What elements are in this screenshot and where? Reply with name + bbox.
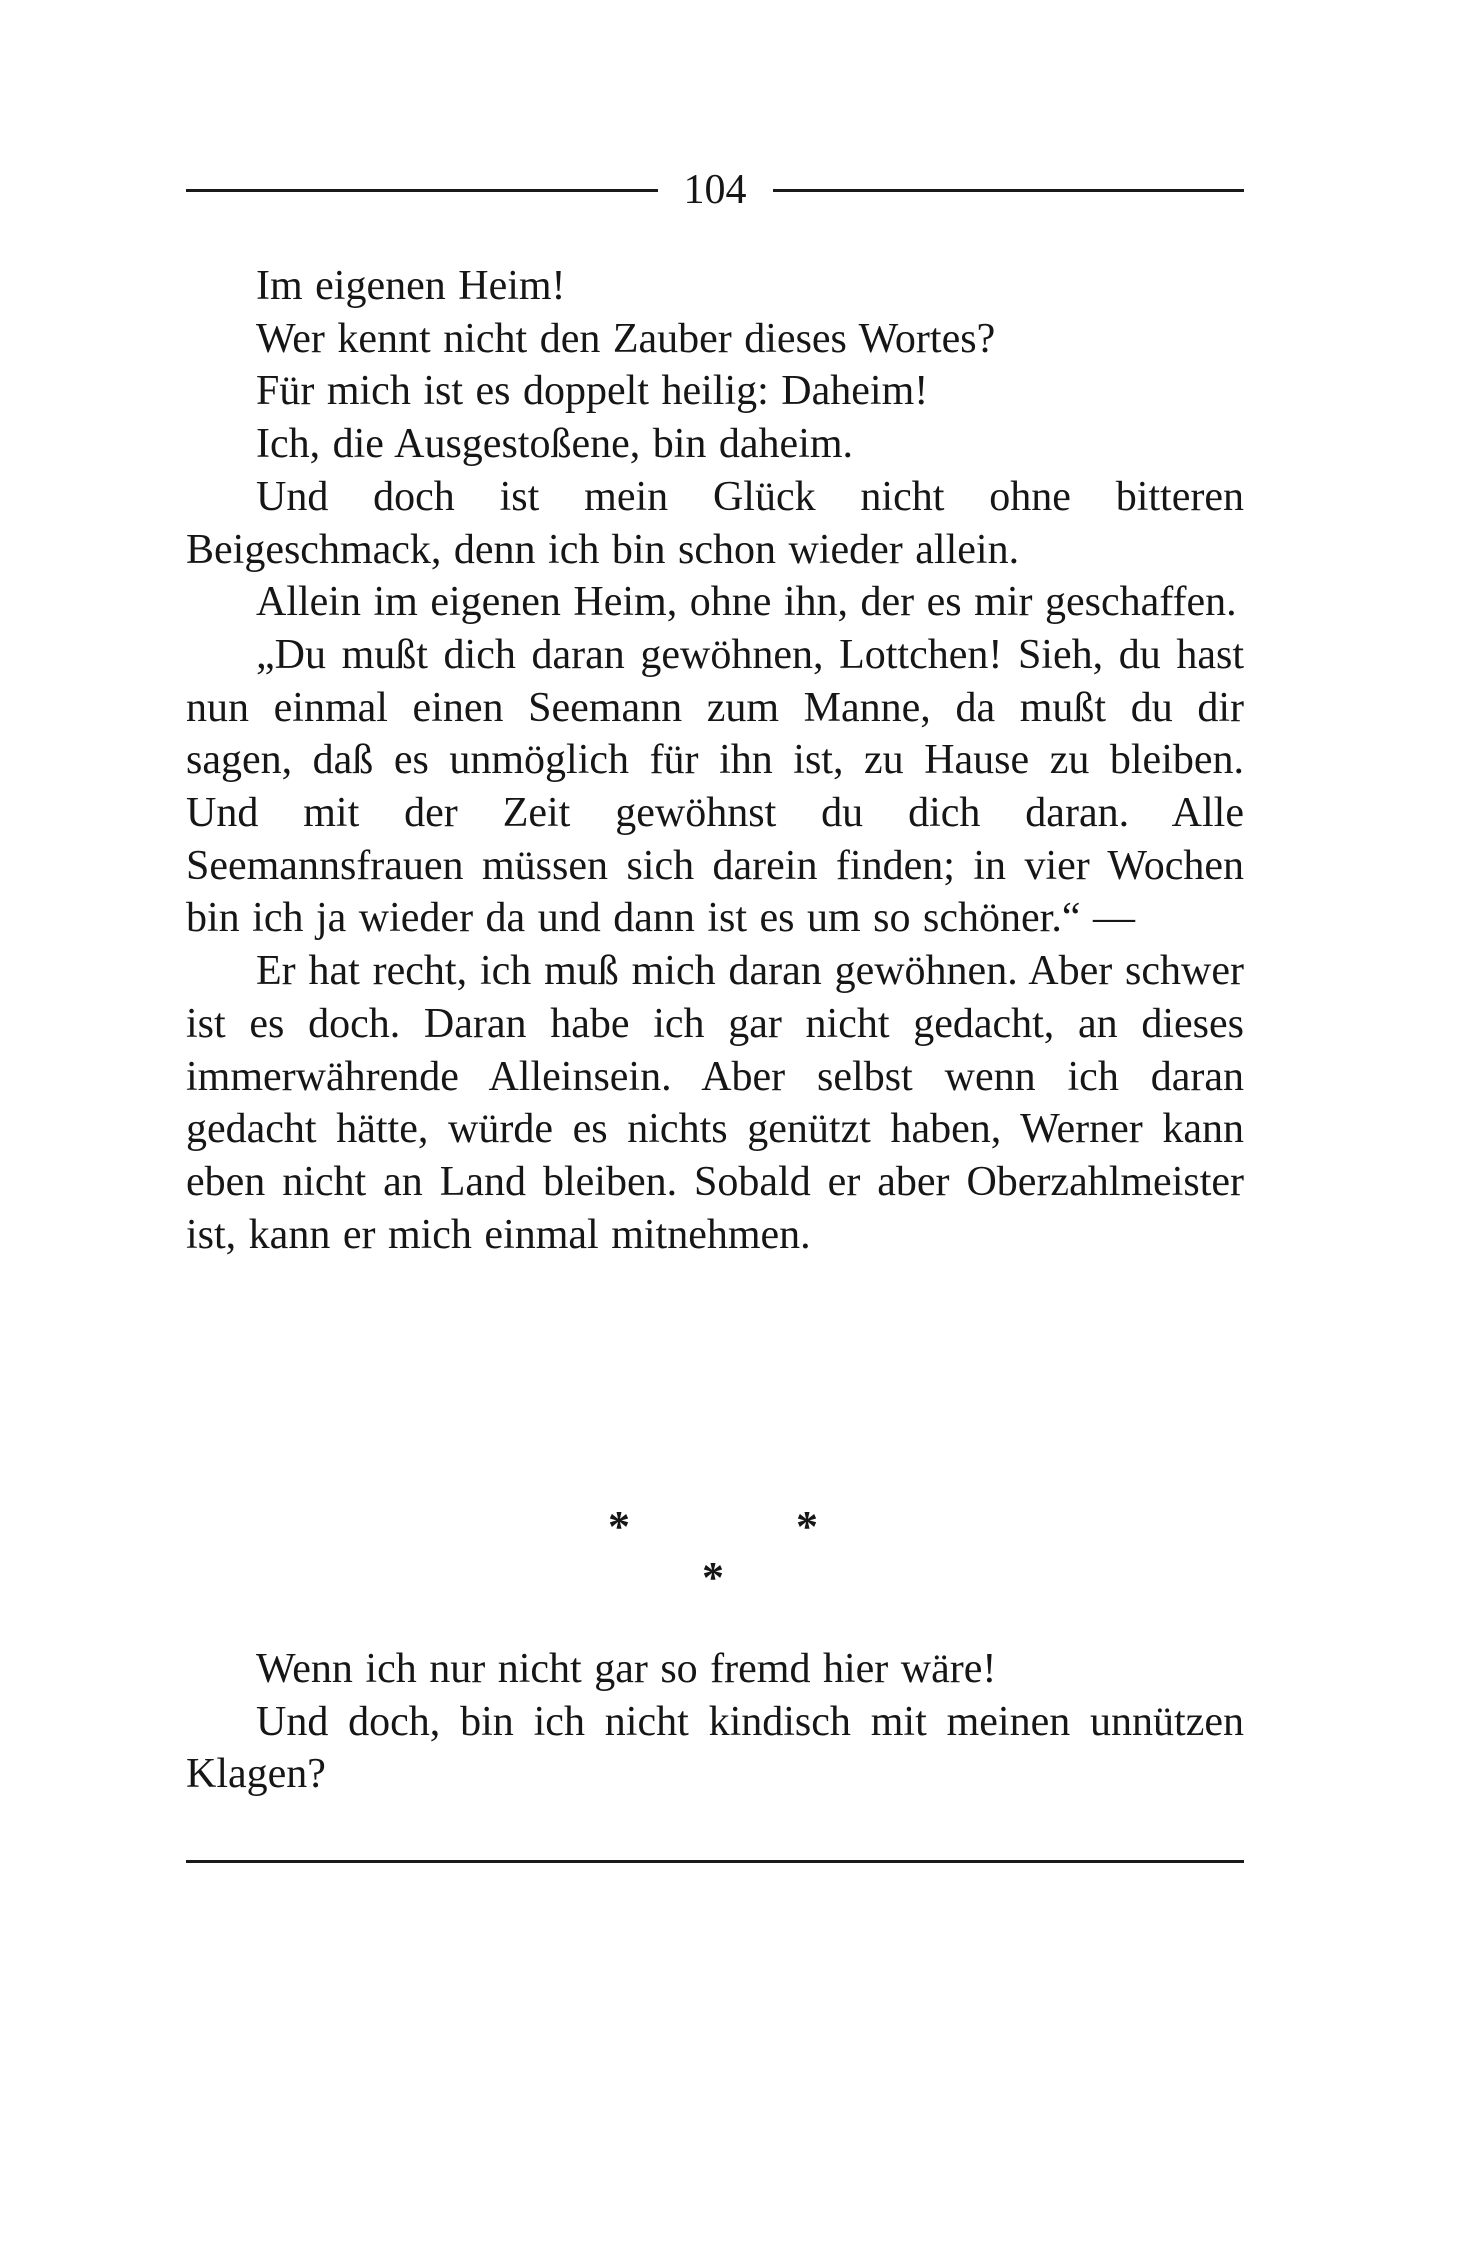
paragraph: Er hat recht, ich muß mich daran gewöhnen. Aber schwer ist es doch. Daran habe ich gar nicht gedacht, an dieses immerwährende Alleinsein. Aber selbst wenn ich daran gedacht hätte, würde es nichts genützt haben, Werner kann eben nicht an Land bleiben. Sobald er aber Oberzahlmeister ist, kann er mich einmal mitnehmen.: [186, 948, 1244, 1258]
paragraph: Und doch ist mein Glück nicht ohne bitteren Beigeschmack, denn ich bin schon wieder allein.: [186, 473, 1244, 573]
footer-rule: [186, 1860, 1244, 1863]
asterisk-ornament: *: [608, 1502, 630, 1551]
header-rule-right: [773, 189, 1245, 192]
paragraph: Allein im eigenen Heim, ohne ihn, der es mir geschaffen.: [256, 579, 1237, 626]
body-text-bottom: [186, 1643, 1244, 1801]
paragraph: Für mich ist es doppelt heilig: Daheim!: [256, 368, 929, 415]
page-number: 104: [683, 167, 747, 213]
paragraph: Im eigenen Heim!: [256, 263, 566, 309]
paragraph: „Du mußt dich daran gewöhnen, Lottchen! Sieh, du hast nun einmal einen Seemann zum Manne, da mußt du dir sagen, daß es unmöglich für ihn ist, zu Hause zu bleiben. Und mit der Zeit gewöhnst du dich daran. Alle Seemannsfrauen müssen sich darein finden; in vier Wochen bin ich ja wieder da und dann ist es um so schöner.“ —: [186, 631, 1244, 942]
paragraph: Ich, die Ausgestoßene, bin daheim.: [256, 421, 854, 468]
body-text-top: [186, 260, 1244, 1261]
paragraph: Und doch, bin ich nicht kindisch mit meinen unnützen Klagen?: [186, 1698, 1244, 1798]
asterisk-ornament: *: [796, 1502, 818, 1551]
header-rule-left: [186, 189, 658, 192]
paragraph: Wer kennt nicht den Zauber dieses Wortes?: [256, 315, 996, 362]
page-header: [186, 160, 1244, 220]
asterisk-ornament: *: [702, 1553, 724, 1602]
paragraph: Wenn ich nur nicht gar so fremd hier wäre!: [256, 1646, 997, 1692]
